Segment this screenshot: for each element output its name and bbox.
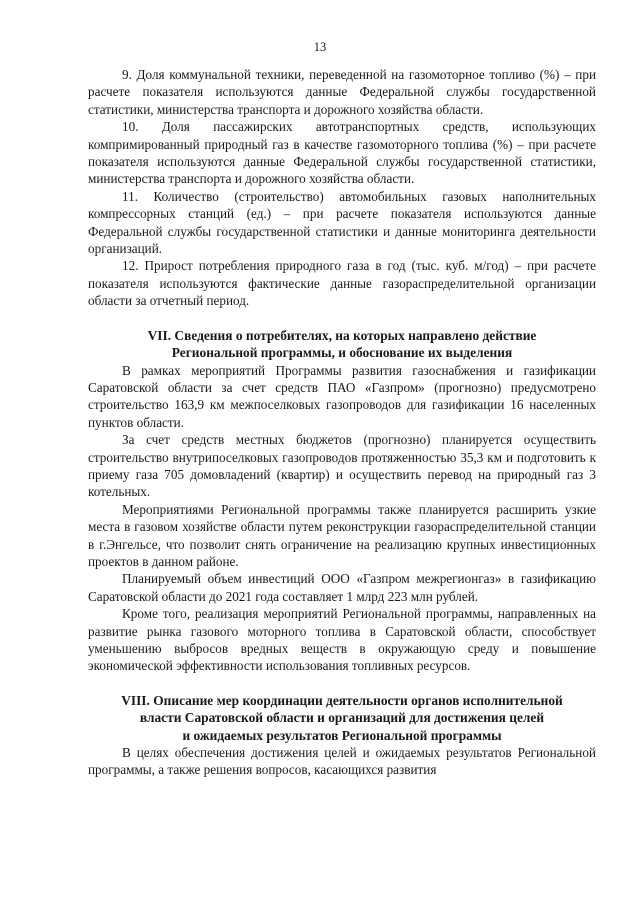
paragraph: Кроме того, реализация мероприятий Региональной программы, направленных на развитие рынка газового моторного топлива в Саратовской области, способствует уменьшению выбросов вредных веществ в окружающую среду и повышение экономической эффективности использования топливных ресурсов.	[88, 606, 596, 674]
paragraph: За счет средств местных бюджетов (прогнозно) планируется осуществить строительство внутрипоселковых газопроводов протяженностью 35,3 км и подготовить к приему газа 705 домовладений (квартир) и осуществить перевод на природный газ 3 котельных.	[88, 432, 596, 500]
section-7	[88, 327, 596, 675]
paragraph: В целях обеспечения достижения целей и ожидаемых результатов Региональной программы, а также решения вопросов, касающихся развития	[88, 745, 596, 778]
list-item: 9. Доля коммунальной техники, переведенной на газомоторное топливо (%) – при расчете показателя используются данные Федеральной службы государственной статистики, министерства транспорта и дорожного хозяйства области.	[88, 67, 596, 117]
page-number: 13	[313, 40, 327, 54]
list-item: 12. Прирост потребления природного газа в год (тыс. куб. м/год) – при расчете показателя используются фактические данные газораспределительной организации области за отчетный период.	[88, 258, 596, 309]
list-item: 10. Доля пассажирских автотранспортных средств, использующих компримированный природный газ в качестве газомоторного топлива (%) – при расчете показателя используются данные Федеральной службы государственной статистики, министерства транспорта и дорожного хозяйства области.	[88, 119, 596, 187]
section-7-heading-line-1: VII. Сведения о потребителях, на которых направлено действие	[147, 327, 537, 343]
document-body	[88, 66, 596, 779]
section-8	[88, 692, 596, 779]
section-7-heading-line-2: Региональной программы, и обоснование их выделения	[171, 345, 513, 361]
list-item: 11. Количество (строительство) автомобильных газовых наполнительных компрессорных станций (ед.) – при расчете показателя используются данные Федеральной службы государственной статистики и данные мониторинга деятельности организаций.	[88, 188, 596, 257]
paragraph: Мероприятиями Региональной программы также планируется расширить узкие места в газовом хозяйстве области путем реконструкции газораспределительной станции в г.Энгельсе, что позволит снять ограничение на реализацию крупных инвестиционных проектов в данном районе.	[88, 501, 596, 569]
paragraph: Планируемый объем инвестиций ООО «Газпром межрегионгаз» в газификацию Саратовской области до 2021 года составляет 1 млрд 223 млн рублей.	[88, 571, 596, 604]
section-8-heading-line-3: и ожидаемых результатов Региональной программы	[182, 727, 502, 743]
section-8-heading-line-1: VIII. Описание мер координации деятельности органов исполнительной	[121, 692, 563, 708]
section-8-heading-line-2: власти Саратовской области и организаций для достижения целей	[139, 710, 545, 726]
paragraph: В рамках мероприятий Программы развития газоснабжения и газификации Саратовской области за счет средств ПАО «Газпром» (прогнозно) предусмотрено строительство 163,9 км межпоселковых газопроводов для газификации 16 населенных пунктов области.	[88, 362, 596, 430]
